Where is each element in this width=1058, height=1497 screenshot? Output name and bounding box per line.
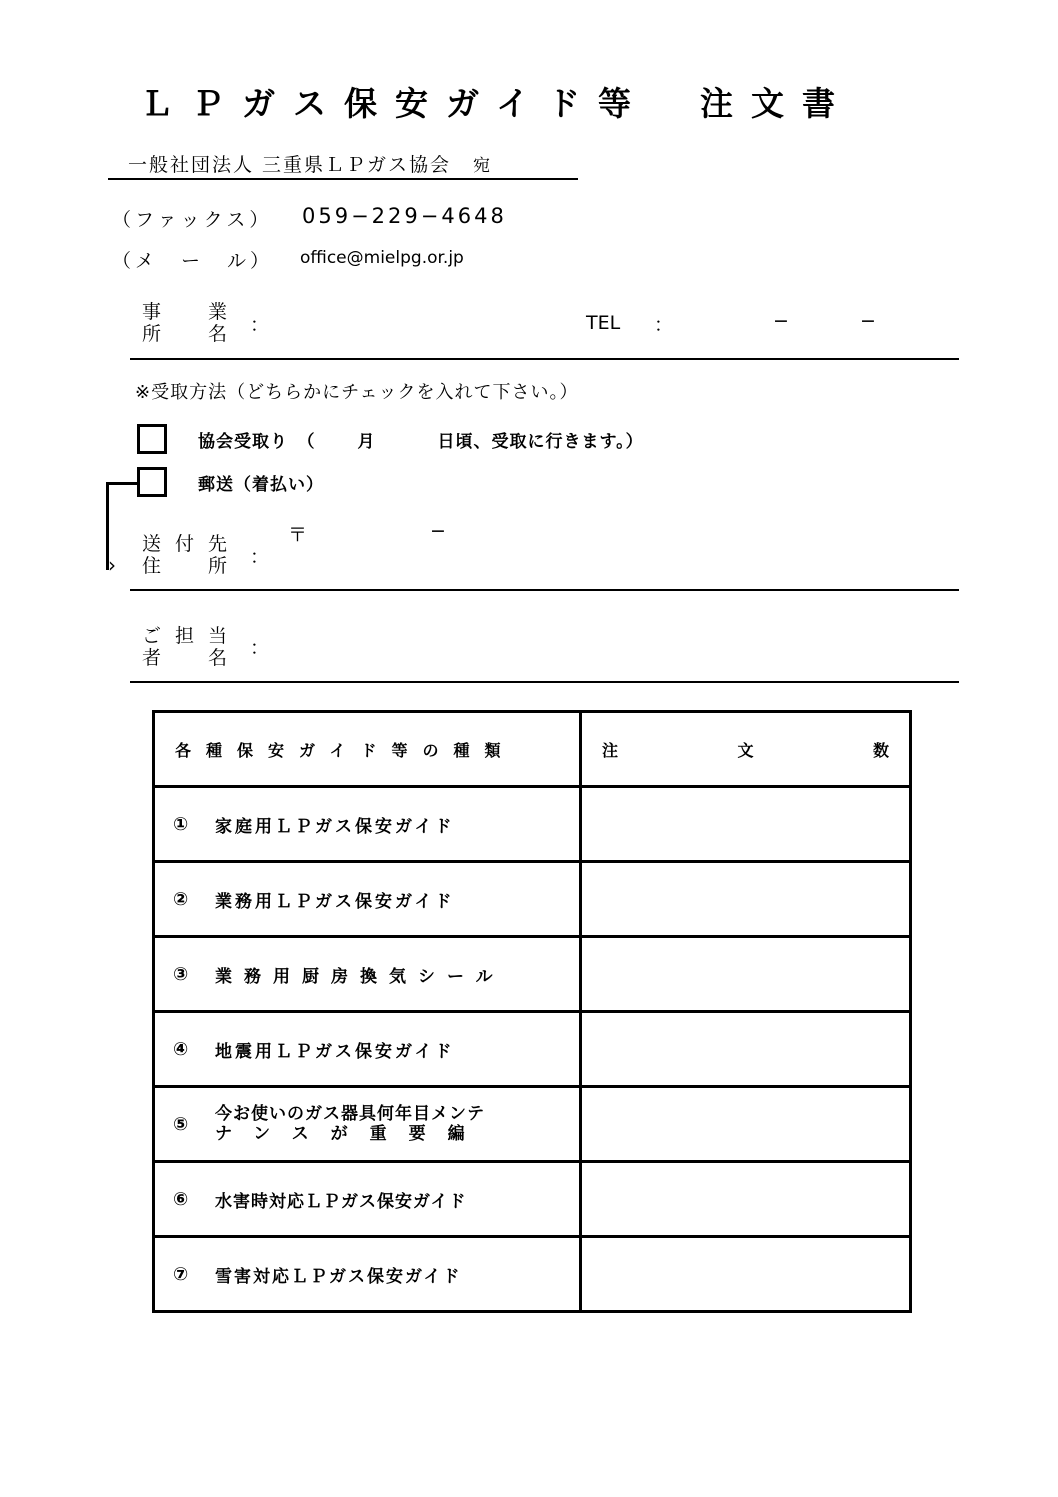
table-row [154,1012,911,1087]
divider [130,589,959,591]
quantity-cell[interactable] [581,1237,911,1312]
fax-number: 059−229−4648 [302,204,507,228]
receipt-method-note: ※受取方法（どちらかにチェックを入れて下さい。） [135,382,579,403]
row-number: ③ [173,963,189,985]
mail-option-label: 郵送（着払い） [198,475,324,495]
email-label: （メ ー ル） [112,250,274,272]
table-row [154,1162,911,1237]
delivery-address-field[interactable] [290,540,950,585]
tel-separator-2: − [860,310,876,332]
contact-person-colon: ： [250,637,270,659]
quantity-cell[interactable] [581,1087,911,1162]
quantity-cell[interactable] [581,937,911,1012]
header-item-type: 各種保安ガイド等の種類 [154,712,581,787]
tel-label: TEL [586,312,621,334]
tel-colon: ： [654,314,674,336]
addressee-line [108,150,578,180]
table-row [154,1237,911,1312]
contact-person-label: ご 担 当 者 名 [142,625,228,669]
postal-separator: − [430,520,446,542]
row-label: 水害時対応ＬＰガス保安ガイド [215,1191,467,1212]
business-name-colon: ： [250,314,270,336]
document-title: ＬＰガス保安ガイド等 注文書 [140,84,854,123]
row-label: 家庭用ＬＰガス保安ガイド [215,816,455,837]
quantity-cell[interactable] [581,1012,911,1087]
pickup-checkbox[interactable] [137,424,167,454]
quantity-cell[interactable] [581,787,911,862]
row-label: 雪害対応ＬＰガス保安ガイド [215,1266,462,1287]
table-row [154,937,911,1012]
divider [130,681,959,683]
email-address[interactable]: office@mielpg.or.jp [300,248,464,268]
row-number: ① [173,813,189,835]
table-header-row [154,712,911,787]
row-label: 業務用厨房換気シール [215,966,505,987]
table-row [154,1087,911,1162]
delivery-address-colon: ： [250,546,270,568]
quantity-cell[interactable] [581,862,911,937]
row-number: ⑦ [173,1263,189,1285]
arrow-right-icon: › [108,553,116,577]
row-label: 地震用ＬＰガス保安ガイド [215,1041,455,1062]
row-label: 業務用ＬＰガス保安ガイド [215,891,455,912]
table-row [154,787,911,862]
business-name-field[interactable] [290,300,560,350]
divider [130,358,959,360]
fax-label: （ファックス） [112,209,273,231]
tel-field[interactable] [690,300,950,350]
postal-mark: 〒 [288,524,308,546]
row-number: ⑥ [173,1188,189,1210]
header-quantity: 注 文 数 [581,712,911,787]
row-label: 今お使いのガス器具何年目メンテ ナンスが重要編 [215,1104,487,1144]
delivery-address-label: 送 付 先 住 所 [142,533,228,577]
quantity-cell[interactable] [581,1162,911,1237]
mail-checkbox[interactable] [137,467,167,497]
row-number: ④ [173,1038,189,1060]
order-table [152,710,912,1313]
contact-person-field[interactable] [290,620,950,675]
tel-separator-1: − [773,310,789,332]
addressee-name: 一般社団法人 三重県ＬＰガス協会 [128,154,452,176]
row-number: ⑤ [173,1113,189,1135]
addressee-suffix: 宛 [473,156,493,176]
pickup-option-label: 協会受取り （ 月 日頃、受取に行きます。） [198,432,644,452]
row-number: ② [173,888,189,910]
table-row [154,862,911,937]
business-name-label: 事 業 所 名 [142,301,228,345]
